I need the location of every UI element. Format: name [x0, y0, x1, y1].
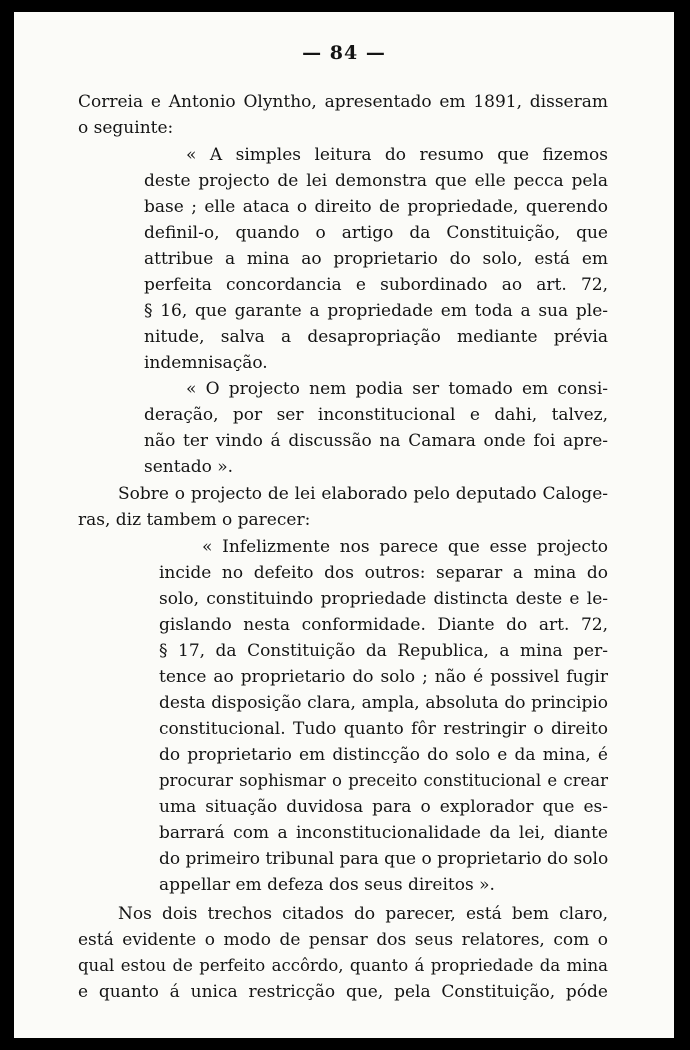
quote-line: gislando nesta conformidade. Diante do art. 72,	[159, 615, 608, 635]
body-line: qual estou de perfeito accôrdo, quanto á propriedade da mina	[78, 956, 608, 975]
quote-line: tence ao proprietario do solo ; não é possivel fugir	[159, 667, 608, 687]
quote-line: § 16, que garante a propriedade em toda a sua ple-	[144, 301, 608, 321]
quote-line: constitucional. Tudo quanto fôr restringir o direito	[159, 719, 608, 739]
body-line: Correia e Antonio Olyntho, apresentado em 1891, disseram	[78, 92, 608, 112]
quote-line: deração, por ser inconstitucional e dahi, talvez,	[144, 405, 608, 425]
body-line: Sobre o projecto de lei elaborado pelo deputado Caloge-	[118, 484, 608, 504]
quote-line: desta disposição clara, ampla, absoluta do principio	[159, 693, 608, 713]
quote-line: incide no defeito dos outros: separar a mina do	[159, 563, 608, 583]
quote-line: sentado ».	[144, 457, 234, 477]
quote-line: barrará com a inconstitucionalidade da lei, diante	[159, 823, 608, 843]
body-line: e quanto á unica restricção que, pela Constituição, póde	[78, 982, 608, 1002]
body-line: Nos dois trechos citados do parecer, está bem claro,	[118, 904, 608, 924]
quote-line: base ; elle ataca o direito de propriedade, querendo	[144, 197, 608, 217]
book-page	[14, 12, 674, 1038]
body-line: o seguinte:	[78, 118, 174, 138]
body-line: ras, diz tambem o parecer:	[78, 510, 311, 530]
quote-line: não ter vindo á discussão na Camara onde foi apre-	[144, 431, 608, 451]
quote-line: § 17, da Constituição da Republica, a mina per-	[159, 641, 608, 661]
quote-line: do proprietario em distincção do solo e da mina, é	[159, 745, 608, 765]
quote-line: solo, constituindo propriedade distincta deste e le-	[159, 589, 608, 609]
quote-line: « O projecto nem podia ser tomado em consi-	[186, 379, 608, 399]
quote-line: « Infelizmente nos parece que esse projecto	[202, 537, 608, 557]
quote-line: perfeita concordancia e subordinado ao art. 72,	[144, 275, 608, 295]
quote-line: nitude, salva a desapropriação mediante prévia	[144, 327, 608, 347]
quote-line: « A simples leitura do resumo que fizemos	[186, 145, 608, 165]
quote-line: do primeiro tribunal para que o proprietario do solo	[159, 849, 609, 869]
body-line: está evidente o modo de pensar dos seus relatores, com o	[78, 930, 608, 950]
quote-line: procurar sophismar o preceito constitucional e crear	[159, 771, 608, 790]
page-number: — 84 —	[302, 42, 386, 64]
quote-line: deste projecto de lei demonstra que elle pecca pela	[144, 171, 608, 191]
quote-line: indemnisação.	[144, 353, 268, 373]
quote-line: attribue a mina ao proprietario do solo, está em	[144, 249, 608, 269]
quote-line: uma situação duvidosa para o explorador que es-	[159, 797, 608, 817]
quote-line: appellar em defeza dos seus direitos ».	[159, 875, 495, 895]
quote-line: definil-o, quando o artigo da Constituição, que	[144, 223, 608, 243]
